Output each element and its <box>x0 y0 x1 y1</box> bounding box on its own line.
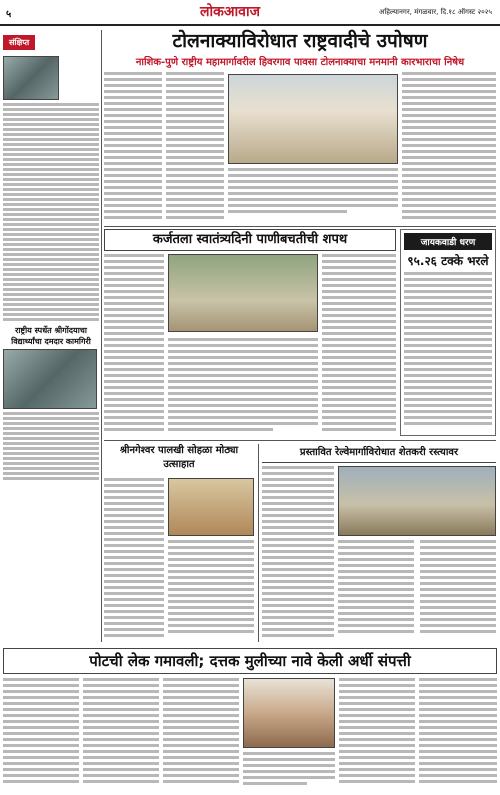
page-number: ५ <box>6 9 12 20</box>
palkhi-text-col2 <box>168 540 254 642</box>
brief-photo-bottom <box>3 349 97 409</box>
bottom-photo <box>243 678 335 748</box>
main-subheadline: नाशिक-पुणे राष्ट्रीय महामार्गावरील हिवरगाव पावसा टोलनाक्याचा मनमानी कारभाराचा निषेध <box>135 57 465 68</box>
brief-headline: राष्ट्रीय स्पर्धेत श्रीगोंदयाचा विद्यार्थ्यांचा दमदार कामगिरी <box>11 326 91 346</box>
newspaper-logo: लोकआवाज <box>200 4 260 20</box>
brief-text-top <box>3 103 99 321</box>
railway-text-col3 <box>420 540 496 642</box>
briefs-column <box>3 30 99 450</box>
railway-text-col1 <box>262 466 334 642</box>
bottom-text-col1 <box>3 678 79 792</box>
date-line: अहिल्यानगर, मंगळवार, दि.१८ ऑगस्ट २०२५ <box>379 8 492 16</box>
brief-photo-top <box>3 56 59 100</box>
bottom-text-col5 <box>339 678 415 792</box>
main-story-text-col5 <box>402 72 496 222</box>
column-rule <box>258 444 259 642</box>
dam-text <box>404 272 492 432</box>
bottom-text-col3 <box>163 678 239 792</box>
karjat-text-col1 <box>104 254 164 436</box>
section-rule <box>104 226 496 227</box>
palkhi-photo <box>168 478 254 536</box>
main-story-text-col2 <box>166 72 224 222</box>
palkhi-headline: श्रीनगेश्वर पालखी सोहळा मोठ्या उत्साहात <box>119 445 239 470</box>
section-rule <box>104 440 496 441</box>
dam-headline: ९५.२६ टक्के भरले <box>407 254 489 268</box>
bottom-text-col6 <box>419 678 497 792</box>
column-rule <box>101 30 102 642</box>
brief-text-bottom <box>3 412 99 480</box>
masthead <box>0 0 500 26</box>
karjat-photo <box>168 254 318 332</box>
main-story-text-col1 <box>104 72 162 222</box>
dam-label: जायकवाडी धरण <box>404 233 492 250</box>
railway-photo <box>338 466 496 536</box>
briefs-label: संक्षिप्त <box>3 35 35 50</box>
bottom-text-col2 <box>83 678 159 792</box>
palkhi-text-col1 <box>104 478 164 642</box>
karjat-text-under-photo <box>168 338 318 436</box>
karjat-text-col2 <box>322 254 396 436</box>
bottom-text-under-photo <box>243 752 335 792</box>
dam-box <box>400 229 496 436</box>
main-headline: टोलनाक्याविरोधात राष्ट्रवादीचे उपोषण <box>172 30 428 52</box>
main-story-text-under-photo <box>228 168 398 222</box>
bottom-headline: पोटची लेक गमावली; दत्तक मुलीच्या नावे केली अर्धी संपत्ती <box>3 648 497 674</box>
railway-headline: प्रस्तावित रेल्वेमार्गाविरोधात शेतकरी रस्त्यावर <box>262 444 496 463</box>
railway-text-col2 <box>338 540 414 642</box>
karjat-headline: कर्जतला स्वातंत्र्यदिनी पाणीबचतीची शपथ <box>104 229 396 251</box>
main-story-photo <box>228 74 398 164</box>
